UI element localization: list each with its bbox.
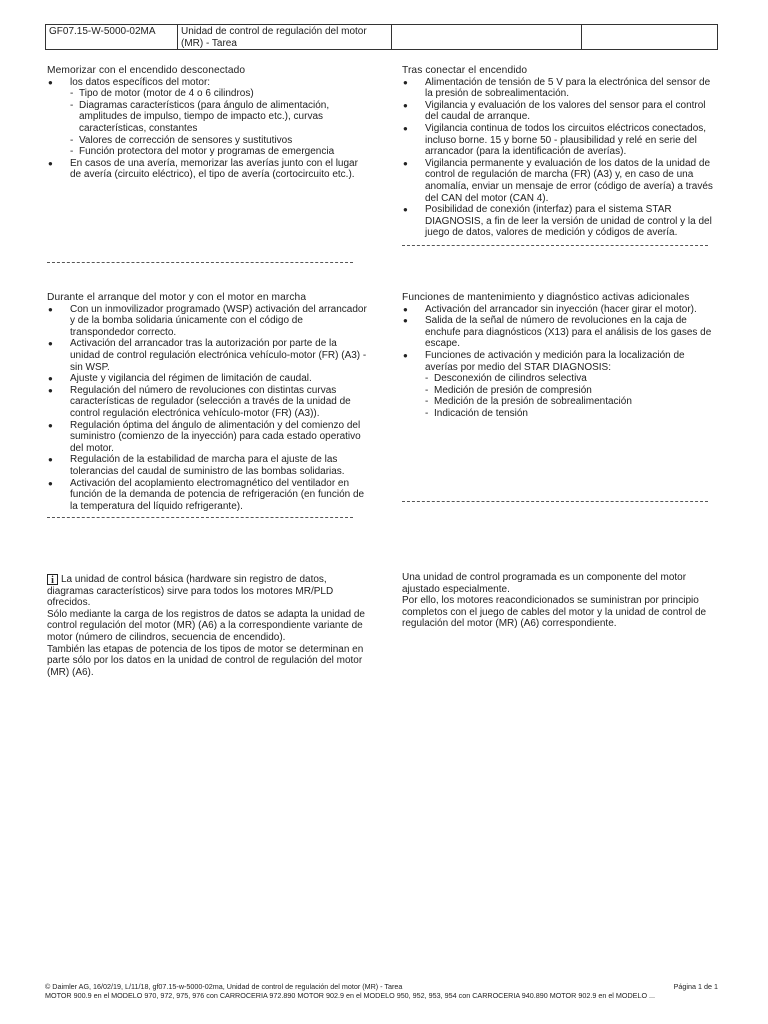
list-item-text: Activación del arrancador sin inyección (hacer girar el motor). bbox=[425, 303, 697, 315]
section-memorize bbox=[47, 65, 367, 181]
list-item: ● Vigilancia permanente y evaluación de los datos de la unidad de control de regulación de marcha (FR) (A3) y, en caso de una anomalía, enviar un mensaje de error (código de avería) a través del CAN del motor (CAN 4). bbox=[402, 158, 720, 204]
sub-list-item: - Medición de la presión de sobrealimentación bbox=[425, 396, 720, 408]
info-note-right bbox=[402, 572, 720, 630]
document-id-cell: GF07.15-W-5000-02MA bbox=[46, 25, 178, 49]
sub-list-item: - Medición de presión de compresión bbox=[425, 385, 720, 397]
section-starting bbox=[47, 292, 367, 512]
dashed-divider bbox=[47, 262, 353, 264]
list-item: ● Regulación de la estabilidad de marcha para el ajuste de las tolerancias del caudal de suministro de las bombas solidarias. bbox=[47, 454, 367, 477]
list-item bbox=[47, 77, 367, 158]
section-title: Memorizar con el encendido desconectado bbox=[47, 65, 246, 76]
footer-models: MOTOR 900.9 en el MODELO 970, 972, 975, 976 con CARROCERIA 972.890 MOTOR 902.9 en el MODELO 950, 952, 953, 954 con CARROCERIA 940.890 MOTOR 902.9 en el MODELO ... bbox=[45, 991, 656, 1000]
footer-page-number: Página 1 de 1 bbox=[673, 982, 718, 991]
bullet-list bbox=[47, 304, 367, 513]
header-empty-cell-1 bbox=[392, 25, 582, 49]
sub-list bbox=[70, 88, 367, 158]
section-title: Durante el arranque del motor y con el motor en marcha bbox=[47, 292, 307, 303]
list-item-text: Funciones de activación y medición para la localización de averías por medio del STAR DIAGNOSIS: bbox=[425, 349, 685, 373]
list-item: ● Regulación óptima del ángulo de alimentación y del comienzo del suministro (comienzo de la inyección) para cada estado operativo del motor. bbox=[47, 420, 367, 455]
list-item: ● Vigilancia continua de todos los circuitos eléctricos conectados, incluso borne. 15 y borne 50 - plausibilidad y relé en serie del arrancador (para la identificación de averías). bbox=[402, 123, 720, 158]
sub-list-item: - Indicación de tensión bbox=[425, 408, 720, 420]
list-item: ● Activación del arrancador tras la autorización por parte de la unidad de control regulación electrónica vehículo-motor (FR) (A3) - sin WSP. bbox=[47, 338, 367, 373]
document-header-table bbox=[45, 24, 718, 50]
info-paragraph: Por ello, los motores reacondicionados se suministran por principio completos con el juego de cables del motor y la unidad de control de regulación del motor (MR) (A6) correspondiente. bbox=[402, 595, 707, 630]
list-item bbox=[402, 304, 720, 316]
footer-copyright: © Daimler AG, 16/02/19, L/11/18, gf07.15-w-5000-02ma, Unidad de control de regulación del motor (MR) - Tarea bbox=[45, 982, 403, 991]
sub-list-item: - Función protectora del motor y programas de emergencia bbox=[70, 146, 367, 158]
sub-list bbox=[425, 373, 720, 419]
info-icon: i bbox=[47, 574, 58, 585]
list-item bbox=[402, 350, 720, 420]
dashed-divider bbox=[402, 501, 708, 503]
list-item: ● Vigilancia y evaluación de los valores del sensor para el control del caudal de arranque. bbox=[402, 100, 720, 123]
list-item-text: En casos de una avería, memorizar las averías junto con el lugar de avería (circuito eléctrico), el tipo de avería (cortocircuito etc.). bbox=[70, 157, 358, 181]
sub-list-item: - Tipo de motor (motor de 4 o 6 cilindros) bbox=[70, 88, 367, 100]
dashed-divider bbox=[402, 245, 708, 247]
list-item-text: los datos específicos del motor: bbox=[70, 76, 211, 88]
sub-list-item: - Valores de corrección de sensores y sustitutivos bbox=[70, 135, 367, 147]
dashed-divider bbox=[47, 517, 353, 519]
sub-list-item: - Desconexión de cilindros selectiva bbox=[425, 373, 720, 385]
list-item: ● Alimentación de tensión de 5 V para la electrónica del sensor de la presión de sobrealimentación. bbox=[402, 77, 720, 100]
bullet-list bbox=[47, 77, 367, 181]
section-title: Funciones de mantenimiento y diagnóstico activas adicionales bbox=[402, 292, 690, 303]
sub-list-item: - Diagramas característicos (para ángulo de alimentación, amplitudes de impulso, tiempo de impacto etc.), curvas características, constantes bbox=[70, 100, 367, 135]
list-item: ● Activación del acoplamiento electromagnético del ventilador en función de la demanda de potencia de refrigeración (en función de la temperatura del líquido refrigerante). bbox=[47, 478, 367, 513]
list-item bbox=[47, 158, 367, 181]
info-paragraph: Una unidad de control programada es un componente del motor ajustado especialmente. bbox=[402, 572, 687, 595]
bullet-list bbox=[402, 304, 720, 420]
list-item-text: Salida de la señal de número de revoluciones en la caja de enchufe para diagnósticos (X13) para el análisis de los gases de escape. bbox=[425, 315, 712, 350]
list-item: ● Posibilidad de conexión (interfaz) para el sistema STAR DIAGNOSIS, a fin de leer la versión de unidad de control y la del juego de datos, valores de medición y códigos de avería. bbox=[402, 204, 720, 239]
section-title: Tras conectar el encendido bbox=[402, 65, 528, 76]
info-note-left bbox=[47, 574, 369, 678]
section-ignition-on bbox=[402, 65, 720, 239]
list-item: ● Ajuste y vigilancia del régimen de limitación de caudal. bbox=[47, 373, 367, 385]
page-footer bbox=[45, 982, 718, 1000]
document-title-cell: Unidad de control de regulación del motor (MR) - Tarea bbox=[178, 25, 392, 49]
info-paragraph: También las etapas de potencia de los tipos de motor se determinan en parte sólo por los datos en la unidad de control de regulación del motor (MR) (A6). bbox=[47, 643, 364, 678]
list-item: ● Con un inmovilizador programado (WSP) activación del arrancador y de la bomba solidaria únicamente con el código de transpondedor correcto. bbox=[47, 304, 367, 339]
section-maintenance bbox=[402, 292, 720, 420]
header-empty-cell-2 bbox=[582, 25, 717, 49]
bullet-list bbox=[402, 77, 720, 239]
list-item bbox=[402, 315, 720, 350]
info-paragraph: i La unidad de control básica (hardware sin registro de datos, diagramas característicos) sirve para todos los motores MR/PLD ofrecidos. bbox=[47, 574, 334, 609]
info-paragraph: Sólo mediante la carga de los registros de datos se adapta la unidad de control regulación del motor (MR) (A6) a la correspondiente variante de motor (número de cilindros, secuencia de encendido). bbox=[47, 608, 365, 643]
list-item: ● Regulación del número de revoluciones con distintas curvas características de regulador (selección a través de la unidad de control regulación electrónica vehículo-motor (FR) (A3)). bbox=[47, 385, 367, 420]
